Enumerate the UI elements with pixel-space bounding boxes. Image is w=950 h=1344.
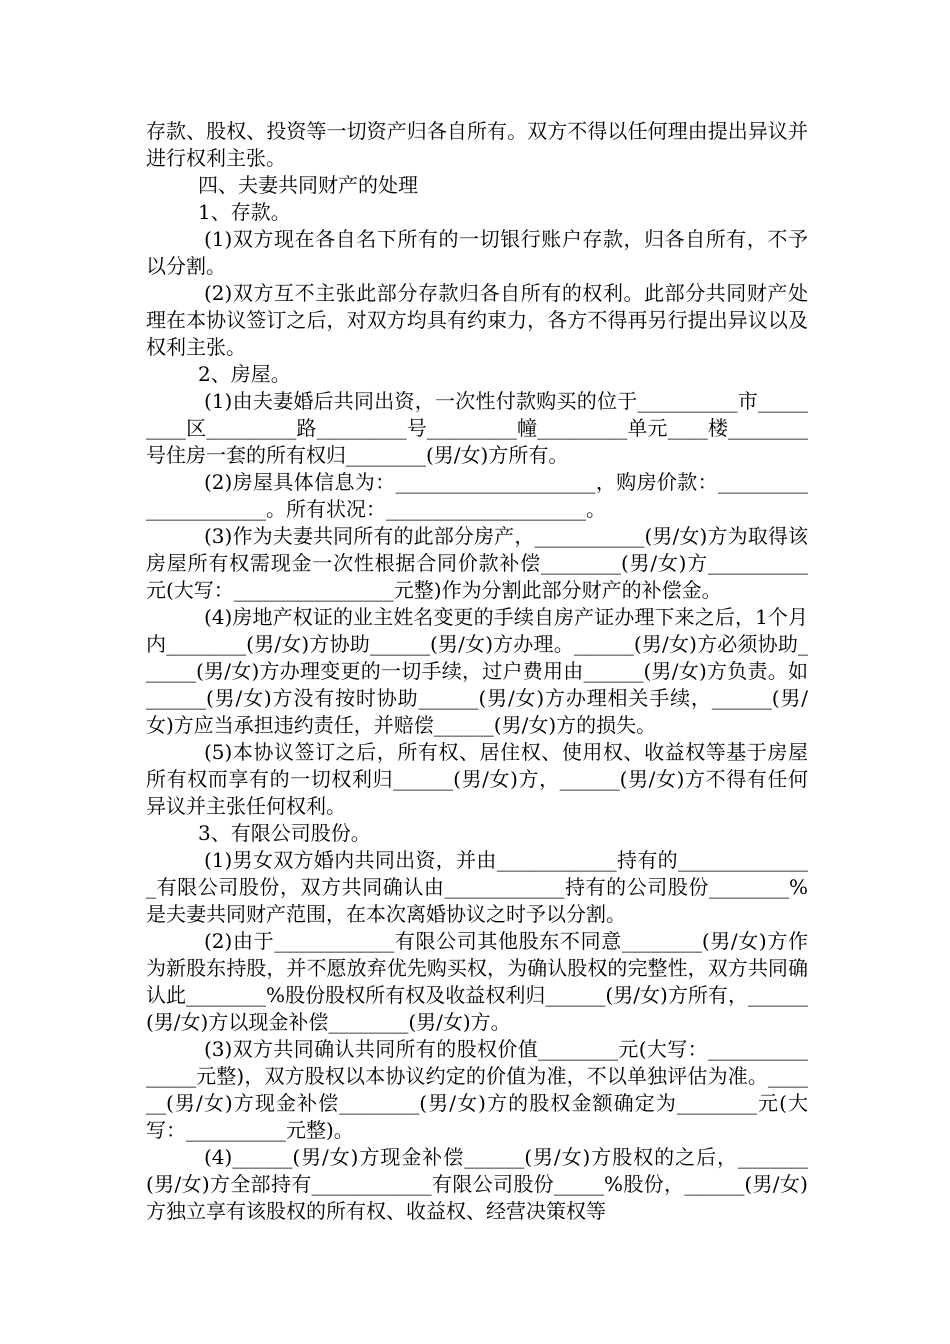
heading-house: 2、房屋。	[198, 362, 291, 386]
heading-deposits: 1、存款。	[198, 200, 291, 224]
paragraph-house-5: (5)本协议签订之后，所有权、居住权、使用权、收益权等基于房屋所有权而享有的一切权利归______(男/女)方，______(男/女)方不得有任何异议并主张任何权利。	[146, 740, 808, 818]
paragraph-house-1: (1)由夫妻婚后共同出资，一次性付款购买的位于__________市_________区_________路_________号_________幢_________单元____楼________号住房一套的所有权归________(男/女)方所有。	[146, 389, 808, 467]
paragraph-assets-own: 存款、股权、投资等一切资产归各自所有。双方不得以任何理由提出异议并进行权利主张。	[146, 119, 808, 170]
paragraph-shares-2: (2)由于____________有限公司其他股东不同意________(男/女)方作为新股东持股，并不愿放弃优先购买权，为确认股权的完整性，双方共同确认此________%股份股权所有权及收益权利归______(男/女)方所有，______(男/女)方以现金补偿________(男/女)方。	[146, 929, 808, 1034]
paragraph-house-3: (3)作为夫妻共同所有的此部分房产，___________(男/女)方为取得该房屋所有权需现金一次性根据合同价款补偿________(男/女)方__________元(大写：________________元整)作为分割此部分财产的补偿金。	[146, 524, 808, 602]
paragraph-deposits-2: (2)双方互不主张此部分存款归各自所有的权利。此部分共同财产处理在本协议签订之后，对双方均具有约束力，各方不得再另行提出异议以及权利主张。	[146, 281, 808, 359]
heading-joint-property: 四、夫妻共同财产的处理	[198, 173, 418, 197]
paragraph-shares-1: (1)男女双方婚内共同出资，并由____________持有的______________有限公司股份，双方共同确认由____________持有的公司股份________%是夫妻共同财产范围，在本次离婚协议之时予以分割。	[146, 848, 808, 926]
paragraph-shares-4: (4)______(男/女)方现金补偿______(男/女)方股权的之后，_______(男/女)方全部持有____________有限公司股份_____%股份，______(男/女)方独立享有该股权的所有权、收益权、经营决策权等	[146, 1145, 808, 1223]
paragraph-house-2: (2)房屋具体信息为：____________________，购房价款：_____________________。所有状况：____________________。	[146, 470, 808, 521]
paragraph-shares-3: (3)双方共同确认共同所有的股权价值________元(大写：_______________元整)，双方股权以本协议约定的价值为准，不以单独评估为准。______(男/女)方现金补偿________(男/女)方的股权金额确定为________元(大写：__________元整)。	[146, 1037, 808, 1142]
heading-company-shares: 3、有限公司股份。	[198, 821, 371, 845]
document-body	[146, 118, 808, 1225]
paragraph-house-4: (4)房地产权证的业主姓名变更的手续自房产证办理下来之后，1个月内________(男/女)方协助______(男/女)方办理。______(男/女)方必须协助______(男/女)方办理变更的一切手续，过户费用由______(男/女)方负责。如______(男/女)方没有按时协助______(男/女)方办理相关手续，______(男/女)方应当承担违约责任，并赔偿______(男/女)方的损失。	[146, 605, 808, 737]
paragraph-deposits-1: (1)双方现在各自名下所有的一切银行账户存款，归各自所有，不予以分割。	[146, 227, 808, 278]
